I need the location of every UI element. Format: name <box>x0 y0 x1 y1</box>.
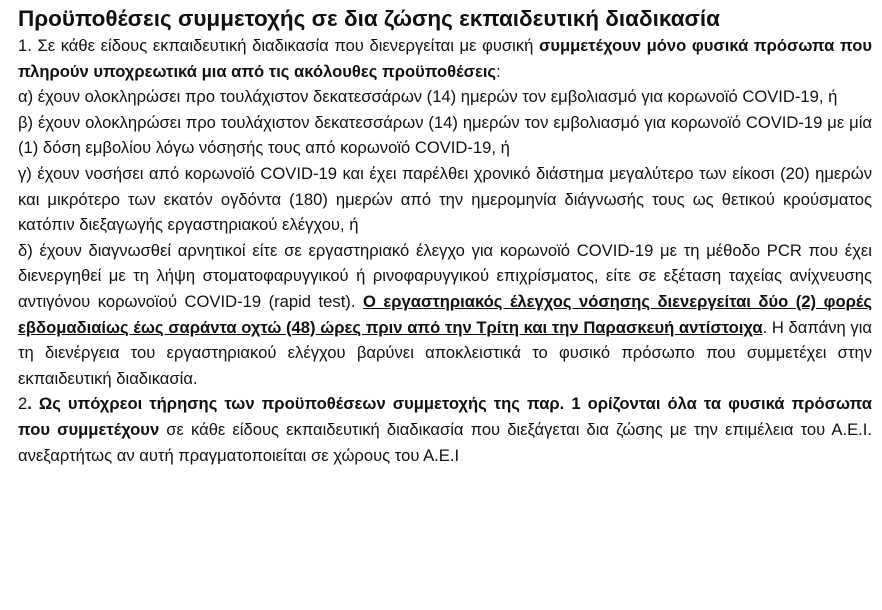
paragraph-2-bold: . Ως υπόχρεοι τήρησης των προϋποθέσεων συμμετοχής της παρ. 1 ορίζονται όλα τα φυσικά πρόσωπα που συμμετέχουν <box>18 394 872 439</box>
document-title: Προϋποθέσεις συμμετοχής σε δια ζώσης εκπαιδευτική διαδικασία <box>18 6 721 31</box>
paragraph-2-number: 2 <box>18 394 28 414</box>
paragraph-1 <box>18 33 872 84</box>
paragraph-2 <box>18 391 872 468</box>
paragraph-1-lead: 1. Σε κάθε είδους εκπαιδευτική διαδικασία που διενεργείται με φυσική <box>18 36 539 55</box>
item-d-tail: . Η δαπάνη για τη διενέργεια του εργαστηριακού ελέγχου βαρύνει αποκλειστικά το φυσικό πρόσωπο που συμμετέχει στην εκπαιδευτική διαδικασία. <box>18 317 872 388</box>
paragraph-1-tail: : <box>496 61 501 81</box>
item-d <box>18 238 872 392</box>
item-d-lead: δ) έχουν διαγνωσθεί αρνητικοί είτε σε εργαστηριακό έλεγχο για κορωνοϊό COVID-19 με τη μέθοδο PCR που έχει διενεργηθεί με τη λήψη στοματοφαρυγγικού ή ρινοφαρυγγικού επιχρίσματος, είτε σε εξέταση ταχείας ανίχνευσης αντιγόνου κορωνοϊού COVID-19 (rapid test). <box>18 240 872 311</box>
item-d-emphasis: Ο εργαστηριακός έλεγχος νόσησης διενεργείται δύο (2) φορές εβδομαδιαίως έως σαράντα οχτώ (48) ώρες πριν από την Τρίτη και την Παρασκευή αντίστοιχα <box>18 291 872 337</box>
item-a: α) έχουν ολοκληρώσει προ τουλάχιστον δεκατεσσάρων (14) ημερών τον εμβολιασμό για κορωνοϊό COVID-19, ή <box>18 87 838 107</box>
item-c: γ) έχουν νοσήσει από κορωνοϊό COVID-19 και έχει παρέλθει χρονικό διάστημα μεγαλύτερο των είκοσι (20) ημερών και μικρότερο των εκατόν ογδόντα (180) ημερών από την ημερομηνία διάγνωσής τους ως θετικού κρούσματος κατόπιν διεξαγωγής εργαστηριακού ελέγχου, ή <box>18 163 872 235</box>
paragraph-2-tail: σε κάθε είδους εκπαιδευτική διαδικασία που διεξάγεται δια ζώσης με την επιμέλεια του Α.Ε.Ι. ανεξαρτήτως αν αυτή πραγματοποιείται σε χώρους του Α.Ε.Ι <box>18 419 872 465</box>
paragraph-1-bold: συμμετέχουν μόνο φυσικά πρόσωπα που πληρούν υποχρεωτικά μια από τις ακόλουθες προϋποθέσεις <box>18 36 872 81</box>
item-b: β) έχουν ολοκληρώσει προ τουλάχιστον δεκατεσσάρων (14) ημερών τον εμβολιασμό για κορωνοϊό COVID-19 με μία (1) δόση εμβολίου λόγω νόσησής τους από κορωνοϊό COVID-19, ή <box>18 112 872 158</box>
